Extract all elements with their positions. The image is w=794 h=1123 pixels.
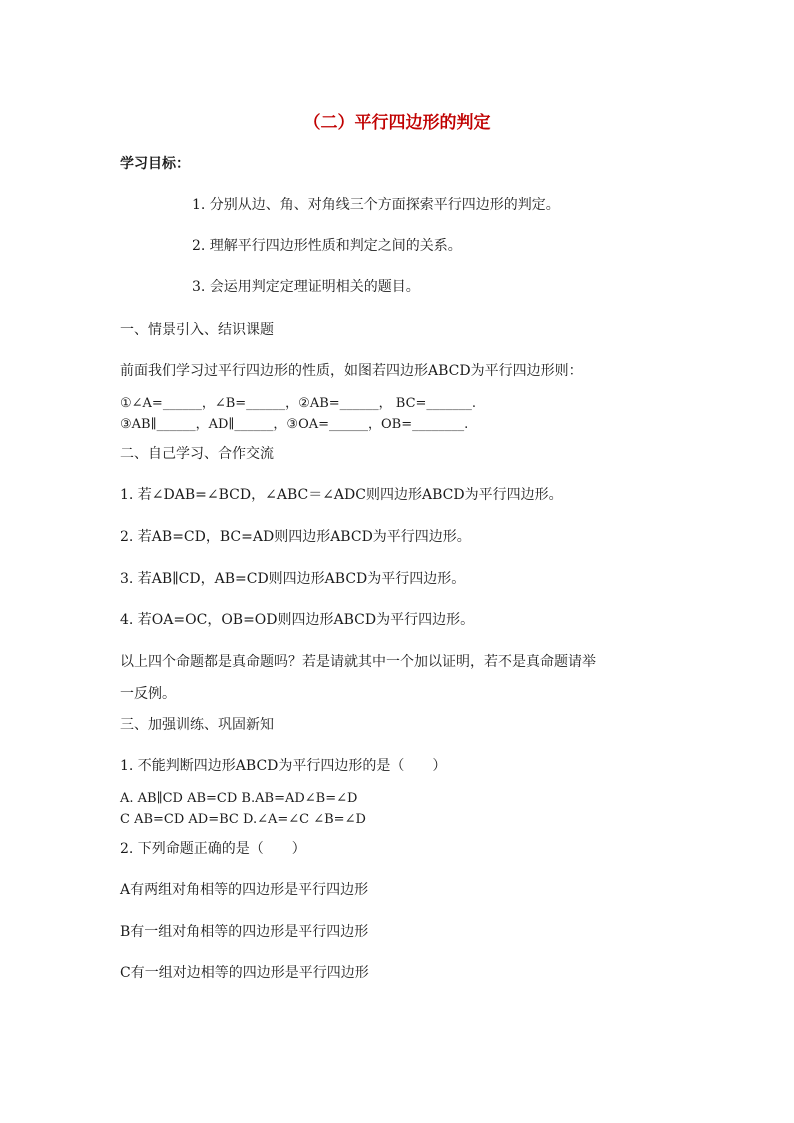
exercise-2-option-b: B有一组对角相等的四边形是平行四边形 [120, 924, 369, 940]
question-line-1: 以上四个命题都是真命题吗？若是请就其中一个加以证明，若不是真命题请举 [120, 654, 596, 670]
exercise-1-options-line-1: A. AB∥CD AB=CD B.AB=AD∠B=∠D [120, 791, 358, 806]
page-title: （二）平行四边形的判定 [303, 113, 491, 133]
proposition-item-2: 2. 若AB=CD，BC=AD则四边形ABCD为平行四边形。 [120, 529, 471, 545]
fill-in-line-2: ③AB∥______，AD∥______，③OA=______，OB=________. [120, 417, 469, 432]
exercise-question-1: 1. 不能判断四边形ABCD为平行四边形的是（ ） [120, 758, 447, 774]
section1-intro: 前面我们学习过平行四边形的性质，如图若四边形ABCD为平行四边形则： [120, 363, 583, 379]
proposition-item-3: 3. 若AB∥CD，AB=CD则四边形ABCD为平行四边形。 [120, 571, 466, 587]
question-line-2: 一反例。 [120, 686, 176, 702]
goal-item-2: 2. 理解平行四边形性质和判定之间的关系。 [192, 238, 462, 254]
goal-item-1: 1. 分别从边、角、对角线三个方面探索平行四边形的判定。 [192, 197, 560, 213]
section2-heading: 二、自己学习、合作交流 [120, 446, 274, 462]
goals-heading: 学习目标： [120, 156, 190, 172]
exercise-2-option-c: C有一组对边相等的四边形是平行四边形 [120, 965, 369, 981]
exercise-1-options-line-2: C AB=CD AD=BC D.∠A=∠C ∠B=∠D [120, 812, 366, 827]
exercise-2-option-a: A有两组对角相等的四边形是平行四边形 [120, 882, 369, 898]
section1-heading: 一、情景引入、结识课题 [120, 322, 274, 338]
proposition-item-1: 1. 若∠DAB=∠BCD，∠ABC＝∠ADC则四边形ABCD为平行四边形。 [120, 487, 563, 503]
section3-heading: 三、加强训练、巩固新知 [120, 717, 274, 733]
proposition-item-4: 4. 若OA=OC，OB=OD则四边形ABCD为平行四边形。 [120, 612, 475, 628]
goal-item-3: 3. 会运用判定定理证明相关的题目。 [192, 279, 420, 295]
exercise-question-2: 2. 下列命题正确的是（ ） [120, 841, 306, 857]
fill-in-line-1: ①∠A=______，∠B=______，②AB=______， BC=_______. [120, 396, 477, 411]
